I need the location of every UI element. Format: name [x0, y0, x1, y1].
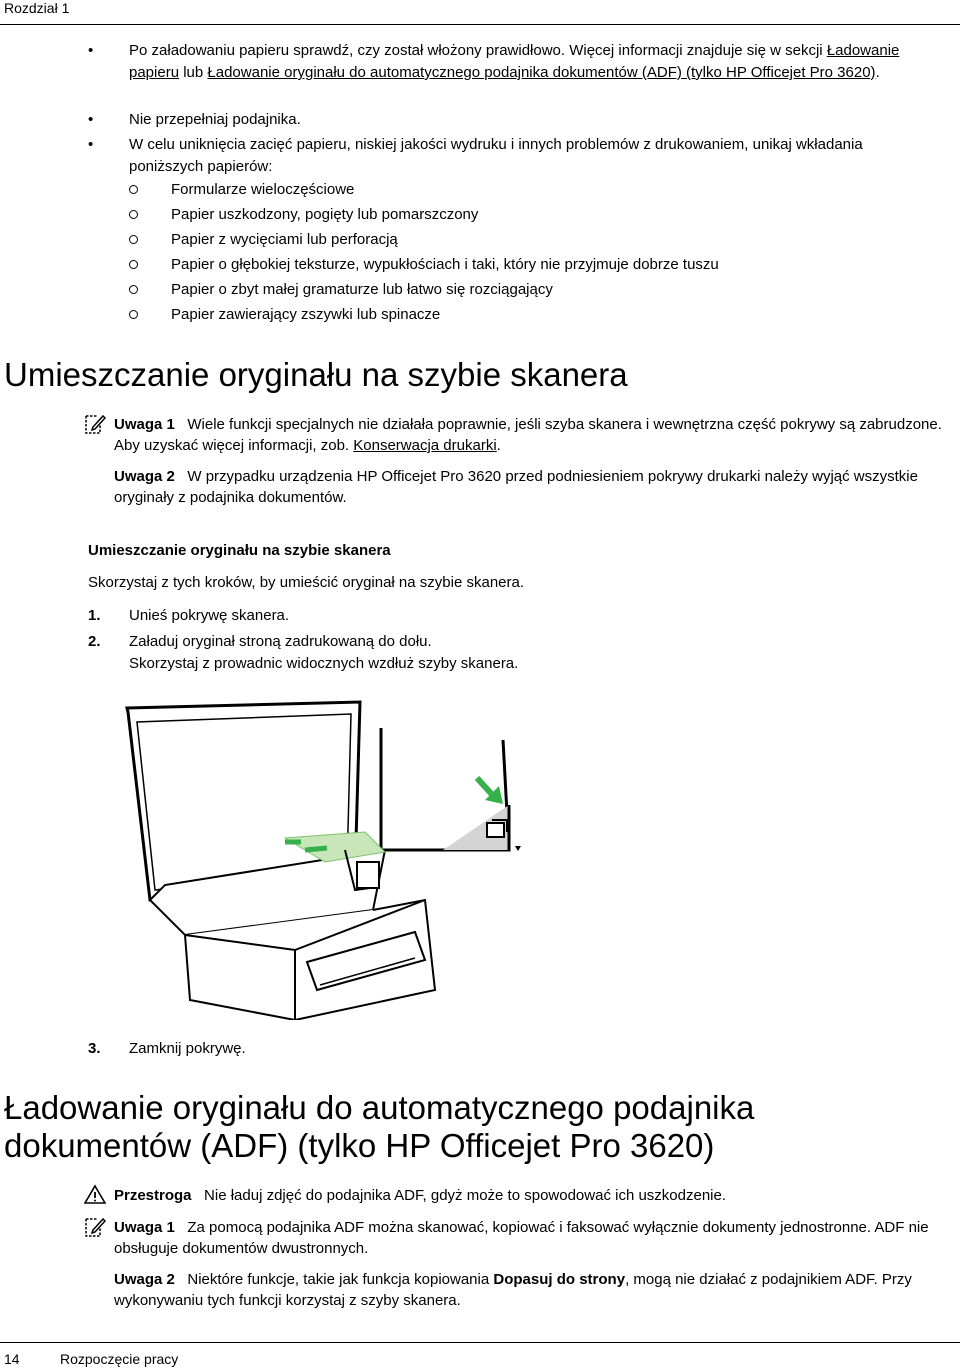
footer-chapter-title: Rozpoczęcie pracy — [60, 1351, 179, 1367]
chapter-header: Rozdział 1 — [4, 0, 70, 16]
bullet-dot: • — [88, 136, 94, 153]
step-number: 3. — [88, 1040, 101, 1057]
warning-triangle-icon — [84, 1184, 106, 1204]
bullet-text: lub — [179, 64, 208, 81]
sub-bullet-circle — [129, 235, 138, 244]
step-text: Skorzystaj z prowadnic widocznych wzdłuż szyby skanera. — [129, 655, 519, 672]
bullet-text: . — [875, 64, 880, 81]
step-text: Unieś pokrywę skanera. — [129, 607, 290, 624]
caution-block — [114, 1185, 954, 1206]
note-block — [114, 1269, 954, 1311]
sub-bullet-circle — [129, 185, 138, 194]
sub-item: Papier z wycięciami lub perforacją — [171, 231, 398, 248]
note-label: Uwaga 2 — [114, 1271, 175, 1288]
step-text: Załaduj oryginał stroną zadrukowaną do dołu. — [129, 633, 432, 650]
bullet-item-1 — [129, 40, 909, 84]
link-loading-paper[interactable]: Ładowanie papieru — [129, 42, 900, 81]
step-number: 1. — [88, 607, 101, 624]
sub-item: Papier o głębokiej teksturze, wypukłościach i taki, który nie przyjmuje dobrze tuszu — [171, 256, 719, 273]
sub-item: Formularze wieloczęściowe — [171, 181, 355, 198]
note-icon — [84, 413, 106, 435]
note-text: , mogą nie działać z podajnikiem ADF. Przy wykonywaniu tych funkcji korzystaj z szyby skanera. — [114, 1271, 912, 1309]
note-text: Wiele funkcji specjalnych nie działała poprawnie, jeśli szyba skanera i wewnętrzna część pokrywy są zabrudzone. Aby uzyskać więcej informacji, zob. — [114, 416, 942, 454]
bullet-dot: • — [88, 42, 94, 59]
note-icon — [84, 1216, 106, 1238]
bullet-dot: • — [88, 111, 94, 128]
page-number: 14 — [4, 1351, 20, 1367]
sub-bullet-circle — [129, 310, 138, 319]
sub-bullet-circle — [129, 285, 138, 294]
bullet-item-2: Nie przepełniaj podajnika. — [129, 111, 301, 128]
note-block — [114, 1217, 954, 1259]
procedure-title: Umieszczanie oryginału na szybie skanera — [88, 542, 391, 559]
sub-bullet-circle — [129, 260, 138, 269]
step-number: 2. — [88, 633, 101, 650]
link-loading-adf[interactable]: Ładowanie oryginału do automatycznego podajnika dokumentów (ADF) (tylko HP Officejet Pro 3620) — [207, 64, 876, 81]
procedure-intro: Skorzystaj z tych kroków, by umieścić oryginał na szybie skanera. — [88, 574, 525, 591]
note-emphasis: Dopasuj do strony — [493, 1271, 626, 1288]
sub-bullet-circle — [129, 210, 138, 219]
section-title-adf-line1: Ładowanie oryginału do automatycznego podajnika — [4, 1089, 755, 1126]
sub-item: Papier o zbyt małej gramaturze lub łatwo się rozciągający — [171, 281, 553, 298]
footer-rule — [0, 1342, 960, 1343]
note-text: Za pomocą podajnika ADF można skanować, kopiować i faksować wyłącznie dokumenty jednostronne. ADF nie obsługuje dokumentów dwustronnych. — [114, 1219, 929, 1257]
caution-label: Przestroga — [114, 1187, 192, 1204]
sub-item: Papier zawierający zszywki lub spinacze — [171, 306, 441, 323]
note-label: Uwaga 2 — [114, 468, 175, 485]
header-rule — [0, 24, 960, 25]
step-text: Zamknij pokrywę. — [129, 1040, 246, 1057]
section-title-glass: Umieszczanie oryginału na szybie skanera — [4, 356, 628, 393]
section-title-adf-line2: dokumentów (ADF) (tylko HP Officejet Pro 3620) — [4, 1127, 715, 1164]
note-label: Uwaga 1 — [114, 416, 175, 433]
note-text: W przypadku urządzenia HP Officejet Pro 3620 przed podniesieniem pokrywy drukarki należy wyjąć wszystkie oryginały z podajnika dokumentów. — [114, 468, 918, 506]
bullet-text: Po załadowaniu papieru sprawdź, czy został włożony prawidłowo. Więcej informacji znajduje się w sekcji — [129, 42, 827, 59]
note-text: . — [496, 437, 501, 454]
bullet-item-3: W celu uniknięcia zacięć papieru, niskiej jakości wydruku i innych problemów z drukowaniem, unikaj wkładania poniższych papierów: — [129, 136, 863, 175]
sub-item: Papier uszkodzony, pogięty lub pomarszczony — [171, 206, 479, 223]
link-printer-maintenance[interactable]: Konserwacja drukarki — [353, 437, 497, 454]
note-block — [114, 466, 954, 508]
note-text: Niektóre funkcje, takie jak funkcja kopiowania — [187, 1271, 494, 1288]
caution-text: Nie ładuj zdjęć do podajnika ADF, gdyż może to spowodować ich uszkodzenie. — [204, 1187, 727, 1204]
note-block — [114, 414, 954, 456]
note-label: Uwaga 1 — [114, 1219, 175, 1236]
printer-scanner-illustration — [125, 700, 530, 1020]
